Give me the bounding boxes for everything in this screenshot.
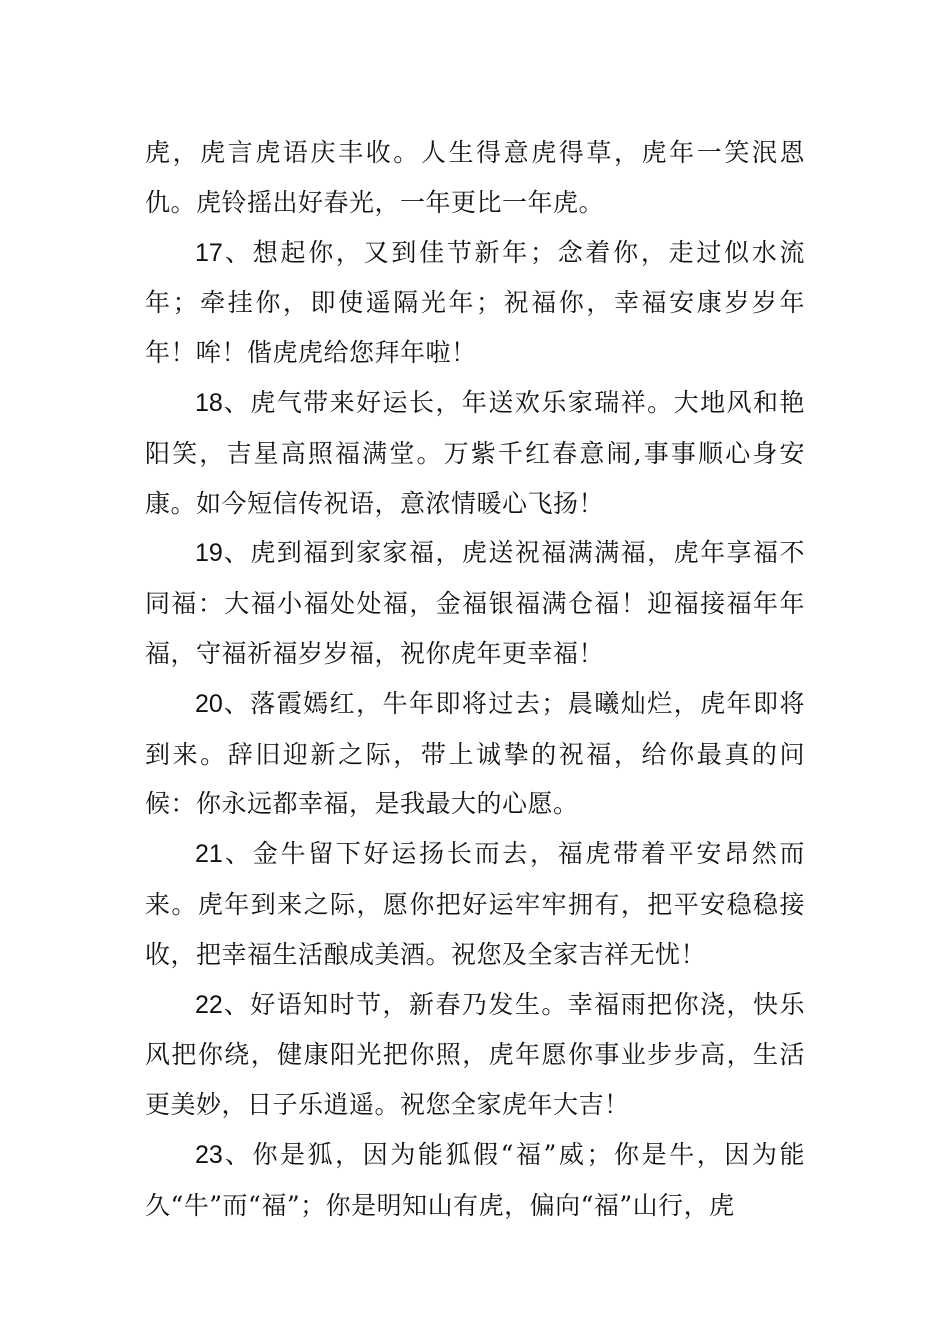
paragraph-text: 、落霞嫣红，牛年即将过去；晨曦灿烂，虎年即将到来。辞旧迎新之际，带上诚挚的祝福，给你最真的问候：你永远都幸福，是我最大的心愿。 [145, 688, 805, 819]
paragraph-text: 、虎到福到家家福，虎送祝福满满福，虎年享福不同福：大福小福处处福，金福银福满仓福！迎福接福年年福，守福祈福岁岁福，祝你虎年更幸福！ [145, 538, 805, 668]
paragraph-text: 、好语知时节，新春乃发生。幸福雨把你浇，快乐风把你绕，健康阳光把你照，虎年愿你事业步步高，生活更美妙，日子乐逍遥。祝您全家虎年大吉！ [145, 989, 805, 1120]
paragraph-number: 18 [195, 388, 223, 417]
paragraph-19 [145, 528, 805, 678]
paragraph-number: 19 [195, 539, 223, 568]
paragraph-text: 、虎气带来好运长，年送欢乐家瑞祥。大地风和艳阳笑，吉星高照福满堂。万紫千红春意闹,事事顺心身安康。如今短信传祝语，意浓情暖心飞扬！ [145, 387, 805, 518]
paragraph-20 [145, 679, 805, 829]
document-body [145, 128, 805, 1231]
paragraph-number: 17 [195, 238, 223, 267]
paragraph-18 [145, 378, 805, 528]
paragraph-number: 23 [195, 1140, 223, 1169]
paragraph-text: 、想起你，又到佳节新年；念着你，走过似水流年；牵挂你，即使遥隔光年；祝福你，幸福安康岁岁年年！哞！偕虎虎给您拜年啦！ [145, 237, 805, 368]
paragraph-number: 22 [195, 990, 223, 1019]
paragraph-continuation [145, 128, 805, 228]
paragraph-number: 21 [195, 840, 223, 869]
paragraph-text: 虎，虎言虎语庆丰收。人生得意虎得草，虎年一笑泯恩仇。虎铃摇出好春光，一年更比一年虎。 [145, 138, 805, 217]
paragraph-text: 、金牛留下好运扬长而去，福虎带着平安昂然而来。虎年到来之际，愿你把好运牢牢拥有，把平安稳稳接收，把幸福生活酿成美酒。祝您及全家吉祥无忧！ [145, 839, 805, 969]
paragraph-21 [145, 829, 805, 979]
paragraph-22 [145, 980, 805, 1130]
paragraph-17 [145, 228, 805, 378]
paragraph-text: 、你是狐，因为能狐假“福”威；你是牛，因为能久“牛”而“福”；你是明知山有虎，偏向“福”山行，虎 [145, 1139, 805, 1220]
paragraph-23 [145, 1130, 805, 1231]
paragraph-number: 20 [195, 689, 223, 718]
